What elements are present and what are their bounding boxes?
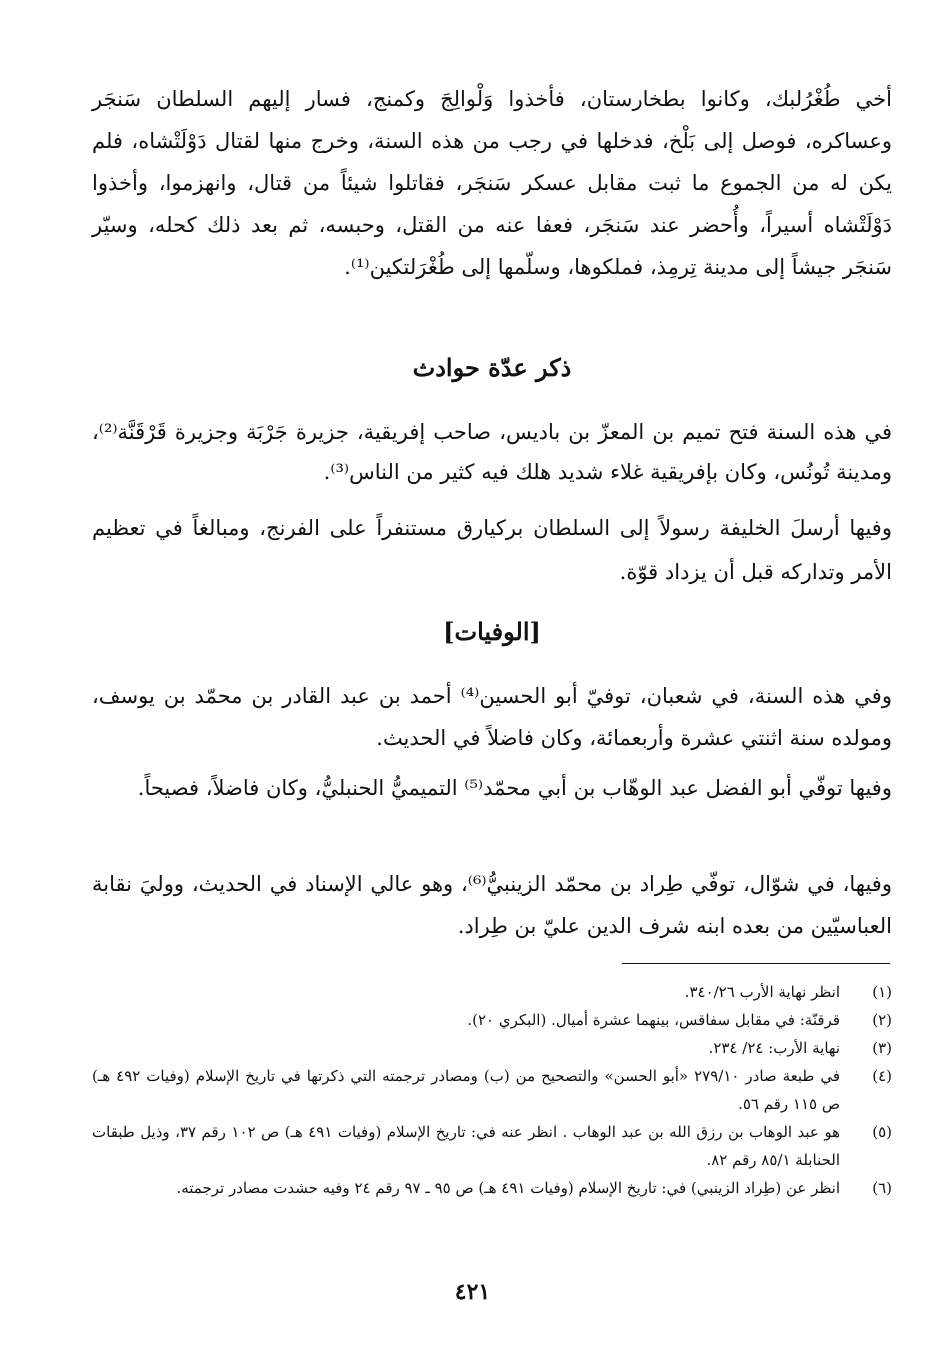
paragraph-death-tirad: وفيها، في شوّال، توفّي طِراد بن محمّد الزينبيُّ⁽⁶⁾، وهو عالي الإسناد في الحديث، ووليَ نقابة العباسيّين من بعده ابنه شرف الدين عليّ بن طِراد. xyxy=(92,872,892,938)
paragraph-tamim-conquest: في هذه السنة فتح تميم بن المعزّ بن باديس، صاحب إفريقية، جزيرة جَرْبَة وجزيرة قَرْقَنَّة⁽²⁾، ومدينة تُونُس، وكان بإفريقية غلاء شديد هلك فيه كثير من الناس⁽³⁾. xyxy=(92,420,892,484)
paragraph-continuation: أخي طُغْرُلبك، وكانوا بطخارستان، فأخذوا وَلْوالِجَ وكمنج، فسار إليهم السلطان سَنجَر وعساكره، فوصل إلى بَلْخ، فدخلها في رجب من هذه السنة، وخرج منها لقتال دَوْلَتْشاه، فلم يكن له من الجموع ما ثبت مقابل عسكر سَنجَر، فقاتلوا شيئاً من قتال، وانهزموا، وأخذوا دَوْلَتْشاه أسيراً، وأُحضر عند سَنجَر، فعفا عنه من القتل، وحبسه، ثم بعد ذلك كحله، وسيّر سَنجَر جيشاً إلى مدينة تِرمِذ، فملكوها، وسلّمها إلى طُغْرَلتكين⁽¹⁾. xyxy=(92,87,892,279)
footnote-text: انظر عن (طِراد الزينبي) في: تاريخ الإسلام (وفيات ٤٩١ هـ) ص ٩٥ ـ ٩٧ رقم ٢٤ وفيه حشدت مصادر ترجمته. xyxy=(176,1179,840,1197)
footnote-item xyxy=(92,1174,892,1202)
paragraph-death-abu-al-husayn: وفي هذه السنة، في شعبان، توفيّ أبو الحسين⁽⁴⁾ أحمد بن عبد القادر بن محمّد بن يوسف، ومولده سنة اثنتي عشرة وأربعمائة، وكان فاضلاً في الحديث. xyxy=(92,684,892,750)
page-number: ٤٢١ xyxy=(454,1279,491,1305)
section-heading-events: ذكر عدّة حوادث xyxy=(412,353,572,382)
footnote-text: في طبعة صادر ٢٧٩/١٠ «أبو الحسن» والتصحيح من (ب) ومصادر ترجمته التي ذكرتها في تاريخ الإسلام (وفيات ٤٩٢ هـ) ص ١١٥ رقم ٥٦. xyxy=(92,1067,841,1113)
footnote-item xyxy=(92,1034,892,1062)
footnote-text: انظر نهاية الأرب ٣٤٠/٢٦. xyxy=(684,983,840,1001)
footnote-text: هو عبد الوهاب بن رزق الله بن عبد الوهاب . انظر عنه في: تاريخ الإسلام (وفيات ٤٩١ هـ) ص ١٠٢ رقم ٣٧، وذيل طبقات الحنابلة ٨٥/١ رقم ٨٢. xyxy=(92,1123,840,1169)
footnote-item xyxy=(92,1006,892,1034)
paragraph-death-abu-al-fadl: وفيها توفّي أبو الفضل عبد الوهّاب بن أبي محمّد⁽⁵⁾ التميميُّ الحنبليُّ، وكان فاضلاً، فصيحاً. xyxy=(137,776,892,800)
footnote-item xyxy=(92,1118,892,1174)
footnote-number: (٣) xyxy=(872,1039,892,1057)
footnotes xyxy=(92,978,892,1202)
footnote-number: (٦) xyxy=(872,1179,892,1197)
footnote-item xyxy=(92,978,892,1006)
footnote-text: قرقنّة: في مقابل سفاقس، بينهما عشرة أميال. (البكري ٢٠). xyxy=(467,1011,840,1029)
section-heading-deaths: [الوفيات] xyxy=(443,617,541,646)
footnote-number: (٥) xyxy=(872,1123,892,1141)
footnote-number: (٢) xyxy=(872,1011,892,1029)
footnote-number: (٤) xyxy=(872,1067,892,1085)
footnote-divider xyxy=(622,963,890,964)
footnote-item xyxy=(92,1062,892,1118)
paragraph-caliph-envoy: وفيها أرسلَ الخليفة رسولاً إلى السلطان بركيارق مستنفراً على الفرنج، ومبالغاً في تعظيم الأمر وتداركه قبل أن يزداد قوّة. xyxy=(92,516,892,584)
footnote-number: (١) xyxy=(872,983,892,1001)
footnote-text: نهاية الأرب: ٢٤/ ٢٣٤. xyxy=(708,1039,840,1057)
